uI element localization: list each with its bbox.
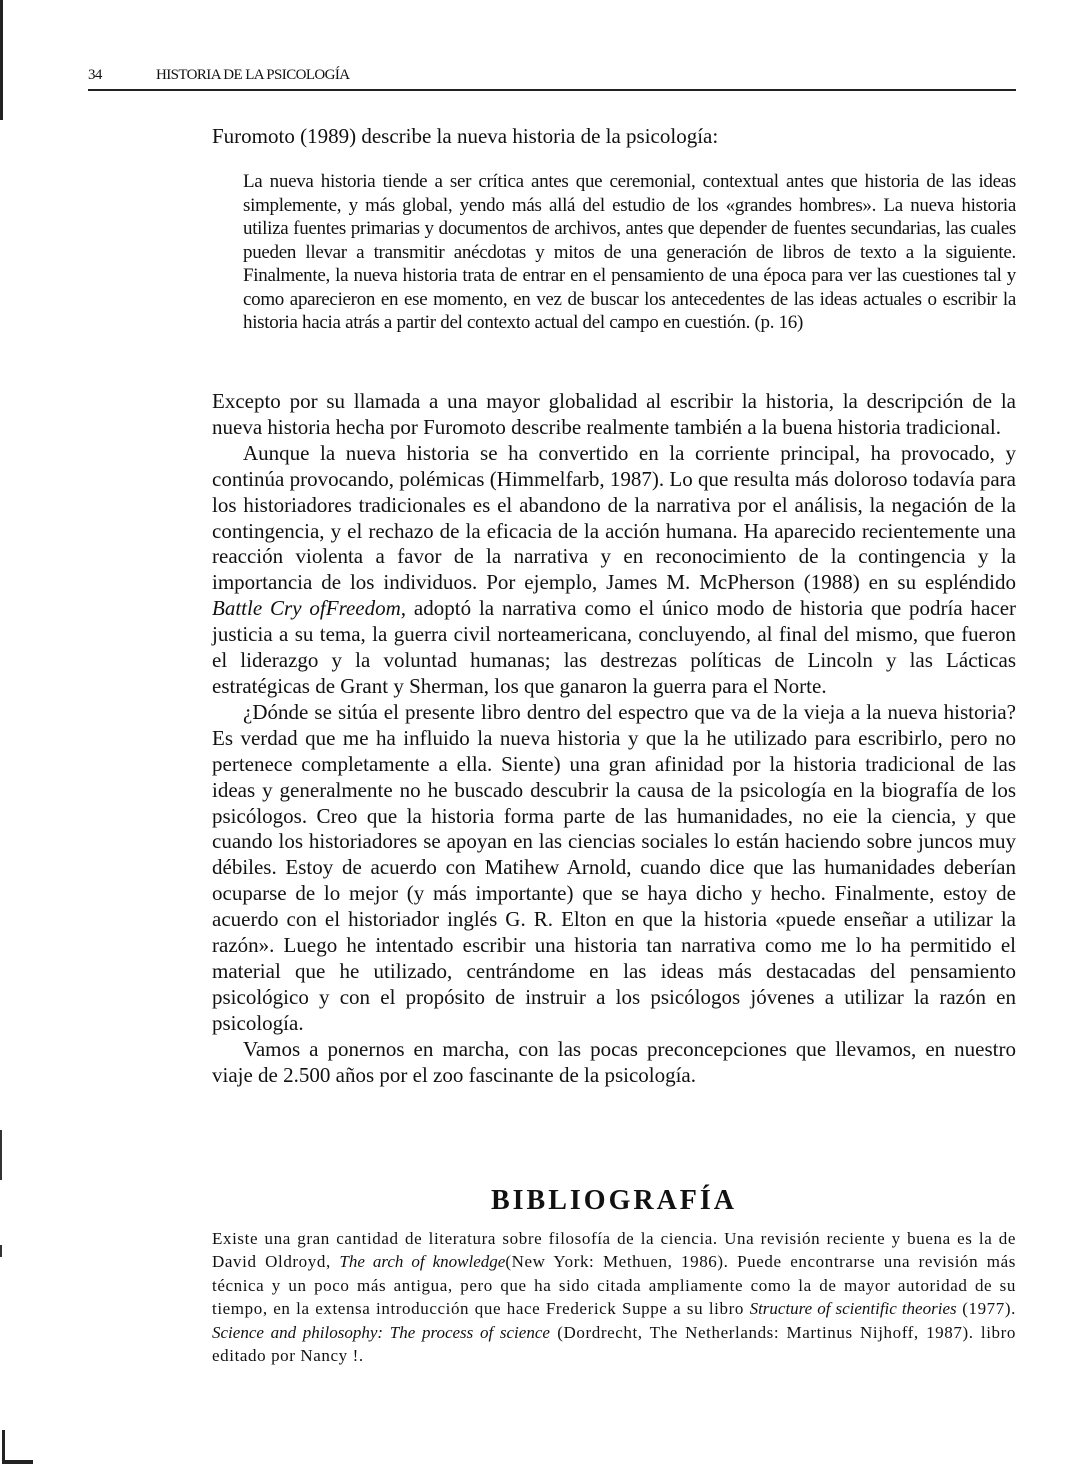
page-number: 34 (88, 67, 102, 83)
book-title: Structure of scientific theories (749, 1299, 957, 1319)
paragraph-text: adoptó la narrativa como el único modo de historia que podría hacer justicia a su tema, la guerra civil norteamericana, concluyendo, al final del mismo, que fueron el liderazgo y la voluntad humanas; las destrezas políticas de Lincoln y las Lácticas estratégicas de Grant y Sherman, los que ganaron la guerra para el Norte. (212, 596, 1017, 698)
paragraph-text: Aunque la nueva historia se ha convertido en la corriente principal, ha provocado, y continúa provocando, polémicas (Himmelfarb, 1987). Lo que resulta más doloroso todavía para los historiadores tradicionales es el abandono de la narrativa por el análisis, la negación de la contingencia, y el rechazo de la eficacia de la acción humana. Ha aparecido recientemente una reacción violenta a favor de la narrativa y en reconocimiento de la contingencia y la importancia de los individuos. Por ejemplo, James M. McPherson (1988) en su espléndido (212, 440, 1016, 595)
intro-sentence: Furomoto (1989) describe la nueva historia de la psicología: (212, 124, 719, 148)
scan-edge-mark (0, 1130, 2, 1180)
header-rule (88, 89, 1016, 91)
paragraph (212, 441, 1016, 700)
bibliography-text (212, 1227, 1016, 1367)
scan-edge-mark (0, 1245, 2, 1257)
running-header (88, 67, 1016, 84)
biblio-text: (New York: Methuen, 1986). Puede encontrarse una revisión más técnica y un poco más antigua, pero que ha sido citada ampliamente como la de mayor autoridad de su tiempo, en la extensa introducción que hace Frederick Suppe a su libro (212, 1252, 1016, 1319)
book-title: Science and philosophy: The process of science (212, 1322, 550, 1342)
block-quote: La nueva historia tiende a ser crítica antes que ceremonial, contextual antes que historia de las ideas simplemente, y más global, yendo más allá del estudio de los «grandes hombres». La nueva historia utiliza fuentes primarias y documentos de archivos, antes que depender de fuentes secundarias, las cuales pueden llevar a transmitir anécdotas y mitos de una generación de libros de texto a la siguiente. Finalmente, la nueva historia trata de entrar en el pensamiento de una época para ver las cuestiones tal y como aparecieron en ese momento, en vez de buscar los antecedentes de las ideas actuales o escribir la historia hacia atrás a partir del contexto actual del campo en cuestión. (p. 16) (243, 171, 1016, 333)
paragraph: ¿Dónde se sitúa el presente libro dentro del espectro que va de la vieja a la nueva historia? Es verdad que me ha influido la nueva historia y que la he utilizado para escribirlo, pero no pertenece completamente a ella. Siente) una gran afinidad por la historia tradicional de las ideas y generalmente no he buscado descubrir la causa de la psicología en la biografía de los psicólogos. Creo que la historia forma parte de las humanidades, no eie la ciencia, y que cuando los historiadores se apoyan en las ciencias sociales lo están haciendo sobre juncos muy débiles. Estoy de acuerdo con Matihew Arnold, cuando dice que las humanidades deberían ocuparse de lo mejor (y más importante) que se haya dicho y hecho. Finalmente, estoy de acuerdo con el historiador inglés G. R. Elton en que la historia «puede enseñar a utilizar la razón». Luego he intentado escribir una historia tan narrativa como me lo ha permitido el material que he utilizado, centrándome en las ideas más destacadas del pensamiento psicológico y con el propósito de instruir a los psicólogos jóvenes a utilizar la razón en psicología. (212, 699, 1016, 1035)
book-title: The arch of knowledge (339, 1252, 506, 1272)
scan-edge-line (0, 0, 3, 120)
biblio-text: Existe una gran cantidad de literatura sobre filosofía de la ciencia. Una revisión reciente y buena es la de David Oldroyd, (212, 1229, 1016, 1272)
body-text (212, 389, 1016, 1088)
biblio-text: (Dordrecht, The Netherlands: Martinus Nijhoff, 1987). libro editado por Nancy !. (212, 1322, 1016, 1366)
paragraph: Vamos a ponernos en marcha, con las pocas preconcepciones que llevamos, en nuestro viaje de 2.500 años por el zoo fascinante de la psicología. (212, 1036, 1016, 1087)
scan-corner-mark (2, 1430, 33, 1464)
book-title: Battle Cry ofFreedom, (212, 596, 407, 621)
running-title: HISTORIA DE LA PSICOLOGÍA (156, 67, 350, 83)
paragraph: Excepto por su llamada a una mayor globalidad al escribir la historia, la descripción de la nueva historia hecha por Furomoto describe realmente también a la buena historia tradicional. (212, 389, 1016, 439)
biblio-text: (1977). (956, 1299, 1016, 1319)
bibliography-heading: BIBLIOGRAFÍA (490, 1185, 738, 1216)
